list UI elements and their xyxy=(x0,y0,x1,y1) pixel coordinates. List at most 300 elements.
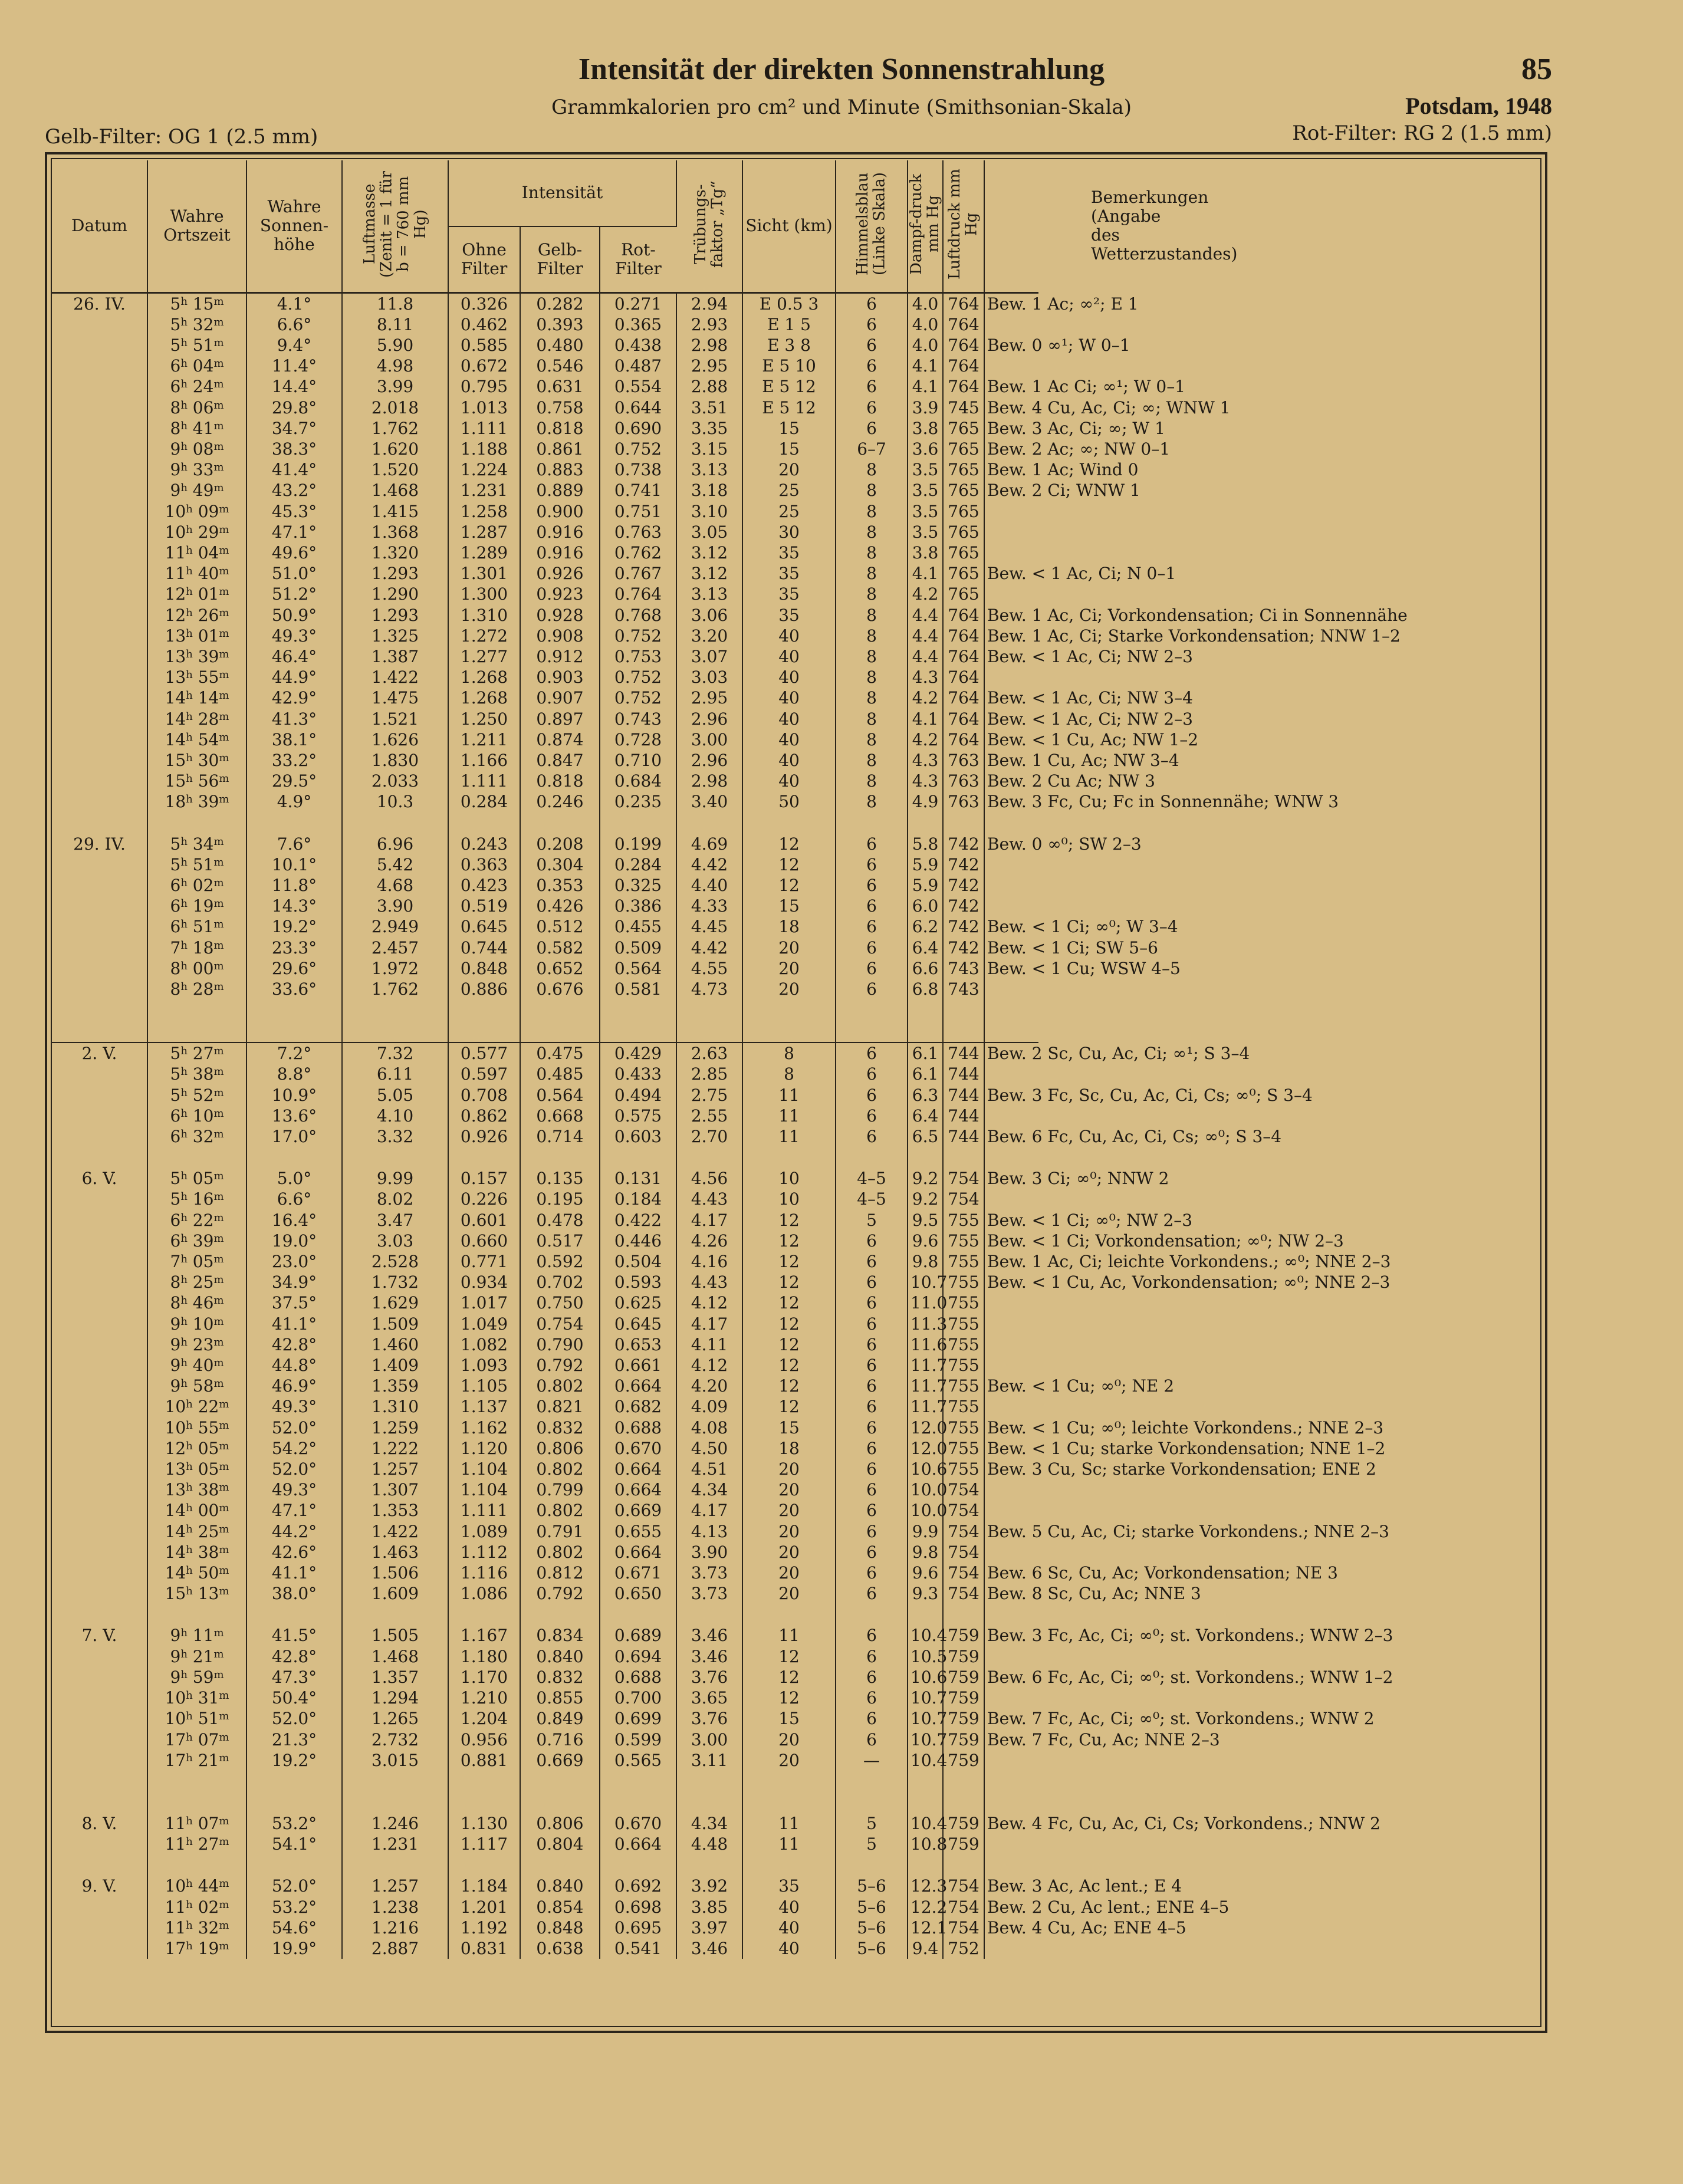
visibility-cell: 12 xyxy=(742,1292,836,1313)
altitude-cell: 10.1° xyxy=(246,854,342,875)
time-cell xyxy=(147,605,246,626)
hour-value: 13 xyxy=(165,1480,186,1500)
hour-value: 12 xyxy=(165,605,186,625)
airmass-cell: 1.293 xyxy=(342,605,448,626)
vapour-pressure-cell: 10.0 xyxy=(908,1479,943,1500)
remarks-cell: Bew. 4 Fc, Cu, Ac, Ci, Cs; Vorkondens.; NNW 2 xyxy=(987,1813,1380,1833)
no-filter-cell: 1.268 xyxy=(448,688,520,708)
red-filter-cell: 0.694 xyxy=(600,1646,676,1667)
visibility-cell: 20 xyxy=(742,459,836,480)
yellow-filter-cell: 0.802 xyxy=(520,1376,600,1396)
vapour-pressure-cell: 9.5 xyxy=(908,1210,943,1231)
airmass-cell: 4.10 xyxy=(342,1106,448,1126)
turbidity-cell: 4.12 xyxy=(676,1355,742,1376)
hour-value: 11 xyxy=(165,1834,186,1854)
red-filter-cell: 0.698 xyxy=(600,1897,676,1917)
yellow-filter-cell: 0.840 xyxy=(520,1646,600,1667)
turbidity-cell: 2.85 xyxy=(676,1064,742,1084)
red-filter-cell: 0.541 xyxy=(600,1938,676,1959)
airmass-cell: 1.505 xyxy=(342,1625,448,1646)
date-cell xyxy=(52,729,147,750)
altitude-cell: 54.2° xyxy=(246,1438,342,1459)
red-filter-cell: 0.554 xyxy=(600,376,676,397)
date-cell xyxy=(52,397,147,418)
red-filter-cell: 0.684 xyxy=(600,771,676,791)
turbidity-cell: 3.76 xyxy=(676,1708,742,1729)
minute-value: 02 xyxy=(187,875,214,895)
table-row xyxy=(52,1272,1539,1292)
vapour-pressure-cell: 9.8 xyxy=(908,1542,943,1563)
hour-value: 11 xyxy=(165,1813,186,1833)
remarks-cell: Bew. < 1 Cu, Ac, Vorkondensation; ∞⁰; NNE 2–3 xyxy=(987,1272,1391,1292)
remarks-cell: Bew. 6 Fc, Cu, Ac, Ci, Cs; ∞⁰; S 3–4 xyxy=(987,1127,1282,1147)
yellow-filter-cell: 0.806 xyxy=(520,1813,600,1834)
airmass-cell: 3.32 xyxy=(342,1126,448,1147)
air-pressure-cell: 754 xyxy=(943,1500,984,1521)
minute-value: 58 xyxy=(187,1376,214,1396)
date-cell xyxy=(52,1085,147,1106)
minute-unit: m xyxy=(213,939,224,952)
airmass-cell: 1.509 xyxy=(342,1314,448,1334)
vapour-pressure-cell: 9.6 xyxy=(908,1563,943,1583)
minute-value: 51 xyxy=(187,335,214,355)
no-filter-cell: 0.956 xyxy=(448,1729,520,1750)
sky-blue-cell: 6 xyxy=(836,1438,908,1459)
date-cell xyxy=(52,1646,147,1667)
altitude-cell: 19.2° xyxy=(246,1750,342,1771)
visibility-cell: 12 xyxy=(742,1396,836,1417)
air-pressure-cell xyxy=(943,1604,984,1625)
minute-unit: m xyxy=(219,1419,229,1432)
no-filter-cell: 1.162 xyxy=(448,1417,520,1438)
airmass-cell: 1.307 xyxy=(342,1479,448,1500)
red-filter-cell: 0.762 xyxy=(600,542,676,563)
date-cell xyxy=(52,480,147,501)
hour-value: 13 xyxy=(165,667,186,688)
sky-blue-cell: 4–5 xyxy=(836,1189,908,1209)
minute-unit: m xyxy=(219,1439,229,1452)
hour-value: 17 xyxy=(165,1938,186,1958)
hour-unit: h xyxy=(180,315,188,328)
time-cell xyxy=(147,999,246,1042)
hour-unit: h xyxy=(186,627,193,640)
air-pressure-cell: 754 xyxy=(943,1917,984,1938)
turbidity-cell: 4.17 xyxy=(676,1500,742,1521)
air-pressure-cell xyxy=(943,1771,984,1813)
hour-unit: h xyxy=(186,1919,193,1932)
altitude-cell: 16.4° xyxy=(246,1210,342,1231)
vapour-pressure-cell: 5.8 xyxy=(908,834,943,854)
vapour-pressure-cell: 4.1 xyxy=(908,709,943,729)
visibility-cell: E 3 8 xyxy=(742,335,836,356)
airmass-cell: 1.387 xyxy=(342,646,448,667)
airmass-cell: 2.949 xyxy=(342,916,448,937)
minute-unit: m xyxy=(219,1939,229,1952)
red-filter-cell: 0.131 xyxy=(600,1168,676,1189)
turbidity-cell: 3.40 xyxy=(676,791,742,812)
vapour-pressure-cell: 9.4 xyxy=(908,1938,943,1959)
hour-value: 14 xyxy=(165,709,186,729)
vapour-pressure-cell: 4.1 xyxy=(908,376,943,397)
time-cell xyxy=(147,1314,246,1334)
minute-unit: m xyxy=(219,1543,229,1556)
minute-unit: m xyxy=(213,1357,224,1370)
airmass-cell: 1.830 xyxy=(342,750,448,771)
sky-blue-cell: 5–6 xyxy=(836,1917,908,1938)
no-filter-cell: 0.934 xyxy=(448,1272,520,1292)
turbidity-cell: 3.12 xyxy=(676,563,742,584)
table-gap-row xyxy=(52,1771,1539,1813)
red-filter-cell xyxy=(600,813,676,834)
yellow-filter-cell xyxy=(520,1147,600,1168)
remarks-cell: Bew. 3 Cu, Sc; starke Vorkondensation; ENE 2 xyxy=(987,1459,1376,1479)
minute-value: 05 xyxy=(187,1252,214,1272)
time-cell xyxy=(147,1854,246,1876)
hour-value: 6 xyxy=(170,356,181,376)
air-pressure-cell: 742 xyxy=(943,916,984,937)
red-filter-note: Rot-Filter: RG 2 (1.5 mm) xyxy=(1292,121,1552,145)
minute-unit: m xyxy=(219,1481,229,1494)
vapour-pressure-cell: 3.5 xyxy=(908,501,943,522)
minute-value: 32 xyxy=(187,1127,214,1147)
yellow-filter-cell: 0.652 xyxy=(520,958,600,979)
date-cell xyxy=(52,314,147,335)
hour-value: 6 xyxy=(170,917,181,937)
vapour-pressure-cell: 6.0 xyxy=(908,896,943,916)
minute-value: 38 xyxy=(192,1480,219,1500)
date-cell xyxy=(52,1897,147,1917)
hour-unit: h xyxy=(180,1086,188,1099)
turbidity-cell: 4.34 xyxy=(676,1479,742,1500)
no-filter-cell: 1.310 xyxy=(448,605,520,626)
red-filter-cell: 0.670 xyxy=(600,1438,676,1459)
minute-unit: m xyxy=(219,669,229,682)
airmass-cell: 1.246 xyxy=(342,1813,448,1834)
minute-value: 11 xyxy=(187,1626,214,1646)
vapour-pressure-cell: 12.1 xyxy=(908,1917,943,1938)
no-filter-cell: 1.224 xyxy=(448,459,520,480)
vapour-pressure-cell xyxy=(908,1604,943,1625)
red-filter-cell: 0.670 xyxy=(600,1813,676,1834)
red-filter-cell: 0.752 xyxy=(600,688,676,708)
header-datum: Datum xyxy=(52,160,147,292)
time-cell xyxy=(147,688,246,708)
turbidity-cell: 3.46 xyxy=(676,1625,742,1646)
no-filter-cell: 1.211 xyxy=(448,729,520,750)
date-cell xyxy=(52,335,147,356)
table-gap-row xyxy=(52,813,1539,834)
minute-unit: m xyxy=(213,1253,224,1266)
air-pressure-cell xyxy=(943,813,984,834)
minute-value: 10 xyxy=(187,1314,214,1334)
altitude-cell: 10.9° xyxy=(246,1085,342,1106)
date-cell xyxy=(52,1417,147,1438)
date-cell xyxy=(52,1376,147,1396)
yellow-filter-cell: 0.799 xyxy=(520,1479,600,1500)
airmass-cell: 1.520 xyxy=(342,459,448,480)
air-pressure-cell: 759 xyxy=(943,1625,984,1646)
minute-value: 01 xyxy=(192,584,219,604)
turbidity-cell: 4.26 xyxy=(676,1231,742,1251)
visibility-cell xyxy=(742,1147,836,1168)
airmass-cell: 6.96 xyxy=(342,834,448,854)
hour-value: 11 xyxy=(165,1917,186,1938)
altitude-cell xyxy=(246,999,342,1042)
turbidity-cell: 3.97 xyxy=(676,1917,742,1938)
remarks-cell xyxy=(984,1355,1038,1376)
yellow-filter-cell: 0.832 xyxy=(520,1417,600,1438)
minute-value: 19 xyxy=(192,1938,219,1958)
remarks-cell: Bew. 3 Fc, Cu; Fc in Sonnennähe; WNW 3 xyxy=(987,792,1339,812)
air-pressure-cell: 742 xyxy=(943,875,984,896)
hour-value: 5 xyxy=(170,1085,181,1105)
airmass-cell: 5.90 xyxy=(342,335,448,356)
no-filter-cell: 1.180 xyxy=(448,1646,520,1667)
vapour-pressure-cell: 4.4 xyxy=(908,605,943,626)
date-cell xyxy=(52,626,147,646)
turbidity-cell: 3.06 xyxy=(676,605,742,626)
air-pressure-cell: 745 xyxy=(943,397,984,418)
remarks-cell: Bew. 6 Fc, Ac, Ci; ∞⁰; st. Vorkondens.; WNW 1–2 xyxy=(987,1667,1393,1687)
remarks-cell: Bew. < 1 Cu; WSW 4–5 xyxy=(987,958,1181,978)
sky-blue-cell: 6 xyxy=(836,1729,908,1750)
air-pressure-cell: 759 xyxy=(943,1667,984,1688)
hour-unit: h xyxy=(180,1627,188,1640)
remarks-cell: Bew. 4 Cu, Ac; ENE 4–5 xyxy=(987,1917,1186,1938)
table-row xyxy=(52,1479,1539,1500)
sky-blue-cell: 5–6 xyxy=(836,1876,908,1896)
yellow-filter-cell: 0.517 xyxy=(520,1231,600,1251)
altitude-cell: 34.7° xyxy=(246,418,342,439)
altitude-cell: 4.9° xyxy=(246,791,342,812)
time-cell xyxy=(147,418,246,439)
time-cell xyxy=(147,667,246,688)
yellow-filter-cell: 0.592 xyxy=(520,1251,600,1272)
sky-blue-cell xyxy=(836,1604,908,1625)
yellow-filter-cell: 0.912 xyxy=(520,646,600,667)
time-cell xyxy=(147,1189,246,1209)
date-cell xyxy=(52,1292,147,1313)
hour-unit: h xyxy=(186,586,193,598)
red-filter-cell: 0.664 xyxy=(600,1479,676,1500)
red-filter-cell: 0.741 xyxy=(600,480,676,501)
hour-unit: h xyxy=(186,1502,193,1515)
vapour-pressure-cell xyxy=(908,813,943,834)
visibility-cell: 12 xyxy=(742,1251,836,1272)
date-cell: 26. IV. xyxy=(52,292,147,314)
remarks-cell: Bew. 2 Ac; ∞; NW 0–1 xyxy=(987,439,1171,459)
air-pressure-cell: 754 xyxy=(943,1542,984,1563)
time-cell xyxy=(147,1729,246,1750)
date-cell xyxy=(52,1938,147,1959)
sky-blue-cell: 6 xyxy=(836,1106,908,1126)
table-row xyxy=(52,418,1539,439)
minute-value: 00 xyxy=(192,1501,219,1521)
vapour-pressure-cell: 10.8 xyxy=(908,1834,943,1854)
vapour-pressure-cell: 3.5 xyxy=(908,480,943,501)
vapour-pressure-cell: 12.2 xyxy=(908,1897,943,1917)
turbidity-cell: 4.73 xyxy=(676,979,742,999)
hour-value: 5 xyxy=(170,335,181,355)
minute-value: 04 xyxy=(187,356,214,376)
time-cell xyxy=(147,584,246,604)
table-row xyxy=(52,1708,1539,1729)
yellow-filter-cell: 0.806 xyxy=(520,1438,600,1459)
hour-value: 5 xyxy=(170,294,181,314)
sky-blue-cell: 6 xyxy=(836,1542,908,1563)
hour-unit: h xyxy=(186,1564,193,1577)
altitude-cell: 14.3° xyxy=(246,896,342,916)
red-filter-cell: 0.752 xyxy=(600,667,676,688)
no-filter-cell: 1.112 xyxy=(448,1542,520,1563)
hour-value: 10 xyxy=(165,1417,186,1438)
sky-blue-cell: 6 xyxy=(836,418,908,439)
date-cell xyxy=(52,1667,147,1688)
visibility-cell: 20 xyxy=(742,1500,836,1521)
airmass-cell: 1.972 xyxy=(342,958,448,979)
vapour-pressure-cell: 5.9 xyxy=(908,854,943,875)
minute-unit: m xyxy=(213,897,224,910)
time-cell xyxy=(147,958,246,979)
minute-value: 38 xyxy=(192,1542,219,1562)
altitude-cell: 42.9° xyxy=(246,688,342,708)
remarks-cell xyxy=(984,1334,1038,1355)
no-filter-cell: 0.645 xyxy=(448,916,520,937)
altitude-cell: 49.3° xyxy=(246,626,342,646)
time-cell xyxy=(147,1417,246,1438)
turbidity-cell: 2.98 xyxy=(676,335,742,356)
turbidity-cell xyxy=(676,1604,742,1625)
altitude-cell: 19.0° xyxy=(246,1231,342,1251)
turbidity-cell: 3.12 xyxy=(676,542,742,563)
airmass-cell: 1.357 xyxy=(342,1667,448,1688)
altitude-cell: 19.9° xyxy=(246,1938,342,1959)
air-pressure-cell: 755 xyxy=(943,1231,984,1251)
remarks-cell: Bew. 1 Ac, Ci; leichte Vorkondens.; ∞⁰; NNE 2–3 xyxy=(987,1252,1391,1272)
no-filter-cell: 1.258 xyxy=(448,501,520,522)
airmass-cell xyxy=(342,1771,448,1813)
yellow-filter-cell: 0.926 xyxy=(520,563,600,584)
airmass-cell: 1.506 xyxy=(342,1563,448,1583)
no-filter-cell: 1.231 xyxy=(448,480,520,501)
time-cell xyxy=(147,1646,246,1667)
no-filter-cell: 1.250 xyxy=(448,709,520,729)
hour-value: 14 xyxy=(165,1563,186,1583)
hour-unit: h xyxy=(180,1045,188,1058)
no-filter-cell: 1.167 xyxy=(448,1625,520,1646)
airmass-cell: 1.216 xyxy=(342,1917,448,1938)
minute-value: 07 xyxy=(192,1813,219,1833)
minute-value: 16 xyxy=(187,1189,214,1209)
air-pressure-cell: 759 xyxy=(943,1813,984,1834)
hour-unit: h xyxy=(180,1065,188,1078)
table-row xyxy=(52,1917,1539,1938)
time-cell xyxy=(147,1583,246,1604)
air-pressure-cell: 764 xyxy=(943,688,984,708)
minute-unit: m xyxy=(219,1751,229,1764)
air-pressure-cell: 755 xyxy=(943,1396,984,1417)
yellow-filter-cell: 0.475 xyxy=(520,1042,600,1064)
hour-unit: h xyxy=(180,1274,188,1287)
no-filter-cell: 1.289 xyxy=(448,542,520,563)
hour-value: 6 xyxy=(170,1210,181,1230)
remarks-cell: Bew. < 1 Cu; ∞⁰; leichte Vorkondens.; NNE 2–3 xyxy=(987,1417,1384,1438)
altitude-cell: 41.4° xyxy=(246,459,342,480)
visibility-cell: 35 xyxy=(742,1876,836,1896)
time-cell xyxy=(147,1126,246,1147)
date-cell xyxy=(52,1729,147,1750)
date-cell xyxy=(52,1688,147,1708)
hour-value: 11 xyxy=(165,542,186,563)
sky-blue-cell xyxy=(836,1771,908,1813)
hour-value: 14 xyxy=(165,688,186,708)
date-cell xyxy=(52,1500,147,1521)
no-filter-cell: 1.130 xyxy=(448,1813,520,1834)
air-pressure-cell: 763 xyxy=(943,771,984,791)
remarks-cell: Bew. < 1 Cu; starke Vorkondensation; NNE 1–2 xyxy=(987,1438,1386,1458)
hour-unit: h xyxy=(186,751,193,764)
page-number: 85 xyxy=(1521,52,1552,86)
airmass-cell: 1.310 xyxy=(342,1396,448,1417)
turbidity-cell: 3.65 xyxy=(676,1688,742,1708)
date-cell: 6. V. xyxy=(52,1168,147,1189)
hour-value: 18 xyxy=(165,792,186,812)
date-cell xyxy=(52,1459,147,1479)
airmass-cell: 1.320 xyxy=(342,542,448,563)
date-cell xyxy=(52,1126,147,1147)
time-cell xyxy=(147,916,246,937)
turbidity-cell: 2.94 xyxy=(676,292,742,314)
red-filter-cell: 0.564 xyxy=(600,958,676,979)
visibility-cell: 15 xyxy=(742,418,836,439)
yellow-filter-cell: 0.792 xyxy=(520,1583,600,1604)
minute-unit: m xyxy=(213,1045,224,1058)
header-dampfdruck: Dampf-druck mm Hg xyxy=(908,160,943,292)
red-filter-cell: 0.768 xyxy=(600,605,676,626)
sky-blue-cell: 6 xyxy=(836,916,908,937)
time-cell xyxy=(147,834,246,854)
airmass-cell: 1.231 xyxy=(342,1834,448,1854)
minute-unit: m xyxy=(219,731,229,744)
altitude-cell: 37.5° xyxy=(246,1292,342,1313)
remarks-cell: Bew. 3 Fc, Sc, Cu, Ac, Ci, Cs; ∞⁰; S 3–4 xyxy=(987,1085,1313,1105)
altitude-cell: 43.2° xyxy=(246,480,342,501)
minute-value: 13 xyxy=(192,1584,219,1604)
table-row xyxy=(52,1583,1539,1604)
air-pressure-cell: 764 xyxy=(943,709,984,729)
table-row xyxy=(52,501,1539,522)
altitude-cell: 19.2° xyxy=(246,916,342,937)
yellow-filter-cell: 0.903 xyxy=(520,667,600,688)
turbidity-cell: 2.93 xyxy=(676,314,742,335)
visibility-cell: 20 xyxy=(742,1563,836,1583)
minute-value: 21 xyxy=(187,1646,214,1666)
remarks-cell: Bew. 0 ∞¹; W 0–1 xyxy=(987,335,1130,355)
minute-unit: m xyxy=(219,502,229,515)
air-pressure-cell: 763 xyxy=(943,791,984,812)
minute-value: 26 xyxy=(192,605,219,625)
hour-unit: h xyxy=(186,669,193,682)
no-filter-cell: 0.577 xyxy=(448,1042,520,1064)
yellow-filter-cell: 0.353 xyxy=(520,875,600,896)
altitude-cell: 29.8° xyxy=(246,397,342,418)
date-cell: 29. IV. xyxy=(52,834,147,854)
hour-value: 9 xyxy=(170,481,181,501)
no-filter-cell xyxy=(448,1604,520,1625)
minute-value: 30 xyxy=(192,750,219,770)
airmass-cell: 1.257 xyxy=(342,1459,448,1479)
minute-unit: m xyxy=(219,1564,229,1577)
